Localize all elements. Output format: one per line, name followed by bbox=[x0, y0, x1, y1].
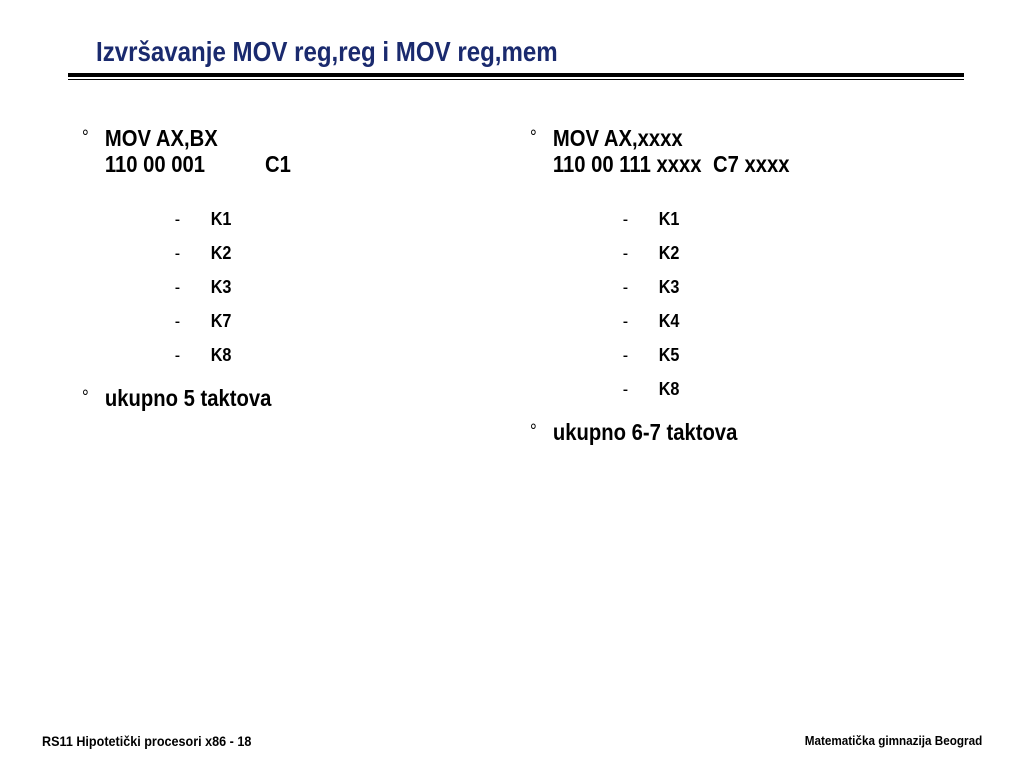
list-item bbox=[82, 311, 469, 345]
dash-bullet: - bbox=[174, 345, 181, 365]
list-item bbox=[530, 379, 917, 413]
bullet-symbol: ° bbox=[82, 127, 89, 148]
step-label: K3 bbox=[210, 277, 232, 297]
list-item bbox=[530, 277, 917, 311]
right-step-list bbox=[530, 209, 960, 413]
left-column bbox=[82, 125, 512, 411]
step-label: K1 bbox=[210, 209, 232, 229]
dash-bullet: - bbox=[622, 311, 629, 331]
step-label: K8 bbox=[210, 345, 232, 365]
step-label: K3 bbox=[658, 277, 680, 297]
step-label: K2 bbox=[658, 243, 680, 263]
dash-bullet: - bbox=[174, 311, 181, 331]
dash-bullet: - bbox=[622, 277, 629, 297]
left-instruction-bullet bbox=[82, 125, 460, 177]
dash-bullet: - bbox=[622, 209, 629, 229]
right-instruction: MOV AX,xxxx bbox=[552, 125, 683, 151]
step-label: K4 bbox=[658, 311, 680, 331]
footer-institution: Matematička gimnazija Beograd bbox=[804, 733, 982, 748]
right-binary-code: 110 00 111 xxxx bbox=[552, 151, 702, 177]
step-label: K1 bbox=[658, 209, 680, 229]
left-total-bullet bbox=[82, 385, 460, 411]
dash-bullet: - bbox=[622, 379, 629, 399]
list-item bbox=[530, 243, 917, 277]
left-instruction: MOV AX,BX bbox=[104, 125, 218, 151]
left-hex-code: C1 bbox=[265, 151, 291, 177]
step-label: K7 bbox=[210, 311, 232, 331]
list-item bbox=[82, 209, 469, 243]
left-binary-code: 110 00 001 bbox=[104, 151, 206, 177]
right-column bbox=[530, 125, 960, 445]
slide-title: Izvršavanje MOV reg,reg i MOV reg,mem bbox=[96, 36, 558, 67]
step-label: K5 bbox=[658, 345, 680, 365]
title-underline-thick bbox=[68, 73, 964, 77]
list-item bbox=[82, 345, 469, 379]
list-item bbox=[82, 277, 469, 311]
step-label: K8 bbox=[658, 379, 680, 399]
dash-bullet: - bbox=[174, 277, 181, 297]
dash-bullet: - bbox=[174, 209, 181, 229]
dash-bullet: - bbox=[622, 345, 629, 365]
bullet-symbol: ° bbox=[530, 421, 537, 442]
right-total-bullet bbox=[530, 419, 908, 445]
left-encoding bbox=[105, 151, 461, 177]
list-item bbox=[530, 311, 917, 345]
left-total: ukupno 5 taktova bbox=[104, 385, 272, 411]
step-label: K2 bbox=[210, 243, 232, 263]
right-total: ukupno 6-7 taktova bbox=[552, 419, 738, 445]
dash-bullet: - bbox=[622, 243, 629, 263]
bullet-symbol: ° bbox=[82, 387, 89, 408]
footer-slide-info: RS11 Hipotetički procesori x86 - 18 bbox=[42, 733, 252, 749]
right-encoding bbox=[553, 151, 909, 177]
list-item bbox=[82, 243, 469, 277]
right-hex-code: C7 xxxx bbox=[713, 151, 790, 177]
list-item bbox=[530, 209, 917, 243]
left-step-list bbox=[82, 209, 512, 379]
right-instruction-bullet bbox=[530, 125, 908, 177]
list-item bbox=[530, 345, 917, 379]
title-underline-thin bbox=[68, 79, 964, 80]
dash-bullet: - bbox=[174, 243, 181, 263]
bullet-symbol: ° bbox=[530, 127, 537, 148]
